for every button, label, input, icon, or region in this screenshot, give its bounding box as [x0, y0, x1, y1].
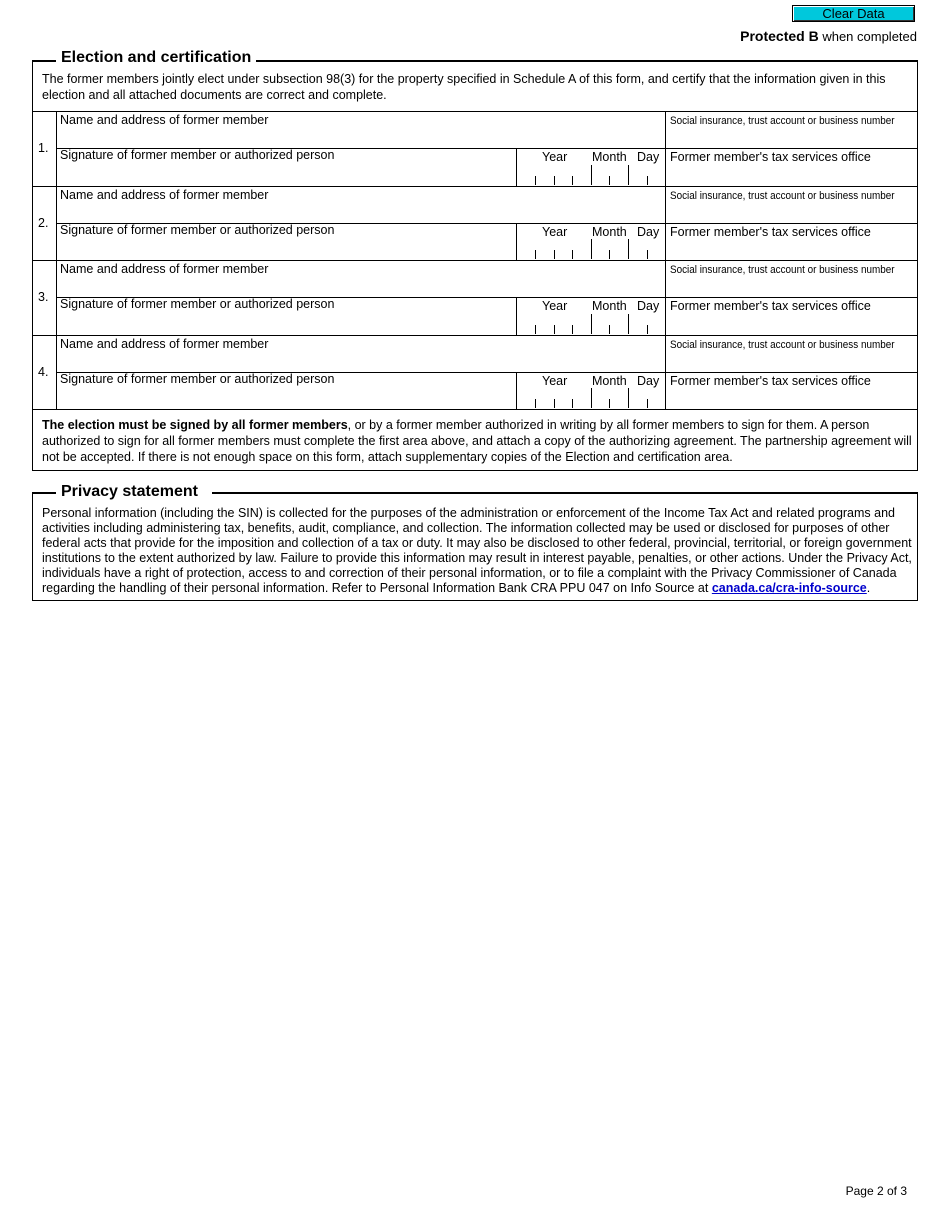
name-address-field[interactable]: Name and address of former member	[60, 188, 269, 202]
privacy-body: Personal information (including the SIN) is collected for the purposes of the administration or enforcement of the Income Tax Act and related programs and activities including administering tax, benefits, audit, compliance, and collection. The information collected may be used or disclosed for purposes of other federal acts that provide for the imposition and collection of a tax or duty. It may also be disclosed to other federal, provincial, territorial, or foreign government institutions to the extent authorized by law. Failure to provide this information may result in interest payable, penalties, or other actions. Under the Privacy Act, individuals have a right of protection, access to and correction of their personal information, or to file a complaint with the Privacy Commissioner of Canada regarding the handling of their personal information. Refer to Personal Information Bank CRA PPU 047 on Info Source at	[42, 506, 912, 595]
date-comb-separator	[591, 239, 592, 259]
date-year-label: Year	[542, 150, 568, 164]
tax-office-field[interactable]: Former member's tax services office	[670, 299, 871, 313]
date-comb-tick	[572, 325, 573, 334]
date-comb-separator	[591, 388, 592, 408]
date-comb-tick	[647, 399, 648, 408]
date-year-label: Year	[542, 299, 568, 313]
right-column-divider	[665, 186, 666, 260]
note-rest-text: , or by a former member authorized in writing by all former members to sign for them. A person authorized to sign for all former members must complete the first area above, and attach a copy of the authorizing agreement. The partnership agreement will not be accepted. If there is not enough space on this form, attach supplementary copies of the Election and certification area.	[42, 418, 912, 464]
date-comb-tick	[554, 176, 555, 185]
row-number: 4.	[38, 365, 49, 379]
row-top-border	[32, 111, 918, 112]
protected-b-notice	[740, 28, 917, 44]
date-comb-tick	[609, 176, 610, 185]
date-comb-tick	[554, 325, 555, 334]
date-left-divider	[516, 148, 517, 186]
row-number: 1.	[38, 141, 49, 155]
signature-field[interactable]: Signature of former member or authorized person	[60, 297, 335, 311]
date-comb-tick	[535, 325, 536, 334]
note-divider	[32, 409, 918, 410]
date-comb-tick	[572, 399, 573, 408]
election-intro-text: The former members jointly elect under subsection 98(3) for the property specified in Schedule A of this form, and certify that the information given in this election and all attached documents are correct and complete.	[42, 72, 886, 102]
date-comb-tick	[572, 250, 573, 259]
date-month-label: Month	[592, 150, 627, 164]
date-left-divider	[516, 297, 517, 335]
date-comb-tick	[535, 250, 536, 259]
date-comb-tick	[647, 250, 648, 259]
date-comb-tick	[554, 399, 555, 408]
clear-data-button[interactable]: Clear Data	[792, 5, 915, 22]
tax-office-field[interactable]: Former member's tax services office	[670, 374, 871, 388]
right-column-divider	[665, 335, 666, 409]
date-comb-tick	[647, 325, 648, 334]
privacy-end: .	[866, 581, 871, 595]
election-section-title: Election and certification	[56, 49, 256, 67]
name-address-field[interactable]: Name and address of former member	[60, 262, 269, 276]
date-comb-tick	[535, 399, 536, 408]
date-comb-separator	[628, 314, 629, 334]
signature-field[interactable]: Signature of former member or authorized person	[60, 223, 335, 237]
date-comb-separator	[628, 239, 629, 259]
sin-field[interactable]: Social insurance, trust account or business number	[670, 264, 895, 276]
date-day-label: Day	[637, 299, 660, 313]
date-day-label: Day	[637, 374, 660, 388]
date-month-label: Month	[592, 299, 627, 313]
date-comb-tick	[609, 250, 610, 259]
row-top-border	[32, 186, 918, 187]
sin-field[interactable]: Social insurance, trust account or business number	[670, 115, 895, 127]
date-day-label: Day	[637, 225, 660, 239]
protected-b-label: Protected B	[740, 28, 819, 44]
row-number: 2.	[38, 216, 49, 230]
row-top-border	[32, 260, 918, 261]
date-left-divider	[516, 372, 517, 409]
signature-field[interactable]: Signature of former member or authorized person	[60, 372, 335, 386]
date-left-divider	[516, 223, 517, 260]
row-top-border	[32, 335, 918, 336]
sin-field[interactable]: Social insurance, trust account or business number	[670, 339, 895, 351]
note-bold-text: The election must be signed by all former members	[42, 418, 348, 432]
date-comb-separator	[628, 388, 629, 408]
date-year-label: Year	[542, 225, 568, 239]
privacy-statement-text	[42, 506, 912, 596]
signature-field[interactable]: Signature of former member or authorized person	[60, 148, 335, 162]
info-source-link[interactable]: canada.ca/cra-info-source	[711, 581, 867, 595]
date-day-label: Day	[637, 150, 660, 164]
date-comb-tick	[554, 250, 555, 259]
name-address-field[interactable]: Name and address of former member	[60, 113, 269, 127]
page-number: Page 2 of 3	[845, 1184, 907, 1198]
date-comb-tick	[609, 325, 610, 334]
right-column-divider	[665, 111, 666, 186]
protected-b-suffix: when completed	[818, 29, 917, 44]
date-comb-tick	[647, 176, 648, 185]
election-signing-note	[42, 417, 912, 465]
right-column-divider	[665, 260, 666, 335]
date-comb-separator	[628, 165, 629, 185]
privacy-section-title: Privacy statement	[56, 483, 212, 501]
date-year-label: Year	[542, 374, 568, 388]
date-comb-tick	[572, 176, 573, 185]
date-comb-tick	[535, 176, 536, 185]
date-month-label: Month	[592, 374, 627, 388]
date-comb-separator	[591, 314, 592, 334]
tax-office-field[interactable]: Former member's tax services office	[670, 150, 871, 164]
date-comb-tick	[609, 399, 610, 408]
date-comb-separator	[591, 165, 592, 185]
date-month-label: Month	[592, 225, 627, 239]
row-number: 3.	[38, 290, 49, 304]
sin-field[interactable]: Social insurance, trust account or business number	[670, 190, 895, 202]
tax-office-field[interactable]: Former member's tax services office	[670, 225, 871, 239]
name-address-field[interactable]: Name and address of former member	[60, 337, 269, 351]
